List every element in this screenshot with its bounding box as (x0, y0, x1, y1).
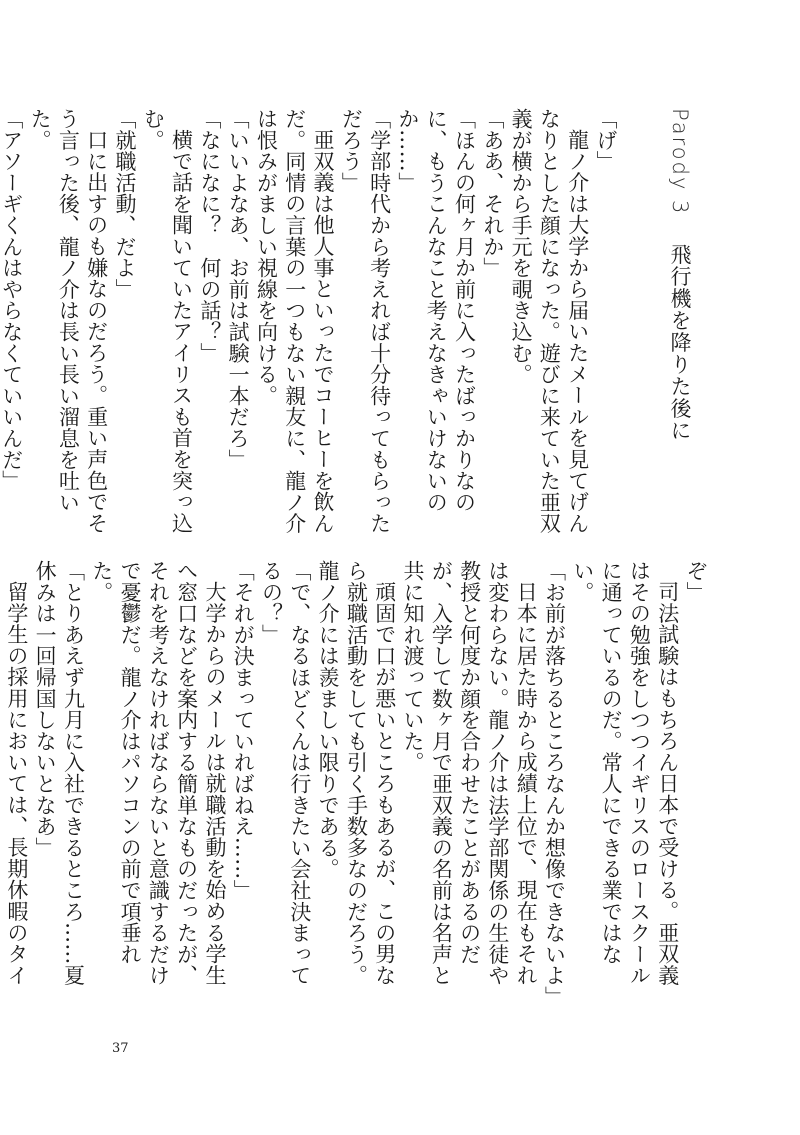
paragraph: 「学部時代から考えれば十分待ってもらっただろう」 (339, 108, 392, 534)
paragraph: 亜双義は他人事といったでコーヒーを飲んだ。同情の言葉の一つもない親友に、龍ノ介は恨みがましい視線を向ける。 (254, 108, 336, 534)
paragraph: 大学からのメールは就職活動を始める学生へ窓口などを案内する簡単なものだったが、それを考えなければならないと意識するだけで憂鬱だ。龍ノ介はパソコンの前で項垂れた。 (89, 560, 227, 986)
paragraph: 「就職活動、だよ」 (112, 108, 137, 300)
paragraph: 司法試験はもちろん日本で受ける。亜双義はその勉強をしつつイギリスのロースクールに通っているのだ。常人にできる業ではない。 (570, 560, 680, 986)
paragraph: 横で話を聞いていたアイリスも首を突っ込む。 (141, 108, 194, 534)
lower-text-block (4, 560, 710, 1008)
paragraph: 「ああ、それか」 (480, 108, 505, 279)
paragraph: 「いいよなあ、お前は試験一本だろ」 (226, 108, 251, 471)
paragraph: 「お前が落ちるところなんか想像できないよ」 (542, 560, 567, 1008)
paragraph: 「で、なるほどくんは行きたい会社決まってるの？」 (259, 560, 312, 986)
upper-text-block (0, 108, 620, 548)
paragraph: 頑固で口が悪いところもあるが、この男なら就職活動をしても引く手数多なのだろう。龍ノ介には羨ましい限りである。 (316, 560, 397, 986)
page-number: 37 (112, 1041, 129, 1056)
paragraph: 「とりあえず九月に入社できるところ……夏休みは一回帰国しないとなあ」 (33, 560, 86, 986)
parody-label: Parody 3 (668, 108, 692, 216)
paragraph: 口に出すのも嫌なのだろう。重い声色でそう言った後、龍ノ介は長い長い溜息を吐いた。 (28, 108, 109, 534)
paragraph: 留学生の採用においては、長期休暇のタイ (4, 581, 29, 986)
paragraph: 「なになに？ 何の話？」 (197, 108, 222, 364)
paragraph: 「げ」 (594, 108, 618, 172)
chapter-header (660, 108, 700, 548)
paragraph: 日本に居た時から成績上位で、現在もそれは変わらない。龍ノ介は法学部関係の生徒や教授と何度か顔を合わせたことがあるのだが、入学して数ヶ月で亜双義の名前は名声と共に知れ渡っていた。 (401, 560, 539, 986)
paragraph: ぞ」 (684, 560, 708, 603)
paragraph: 「ほんの何ヶ月か前に入ったばっかりなのに、もうこんなこと考えなきゃいけないのか……」 (395, 108, 477, 513)
paragraph: 「アソーギくんはやらなくていいんだ」 (0, 108, 24, 492)
paragraph: 龍ノ介は大学から届いたメールを見てげんなりとした顔になった。遊びに来ていた亜双義が横から手元を覗き込む。 (509, 108, 590, 534)
paragraph: 「それが決まっていればねえ……」 (231, 560, 256, 901)
chapter-title: 飛行機を降りた後に (668, 243, 692, 442)
